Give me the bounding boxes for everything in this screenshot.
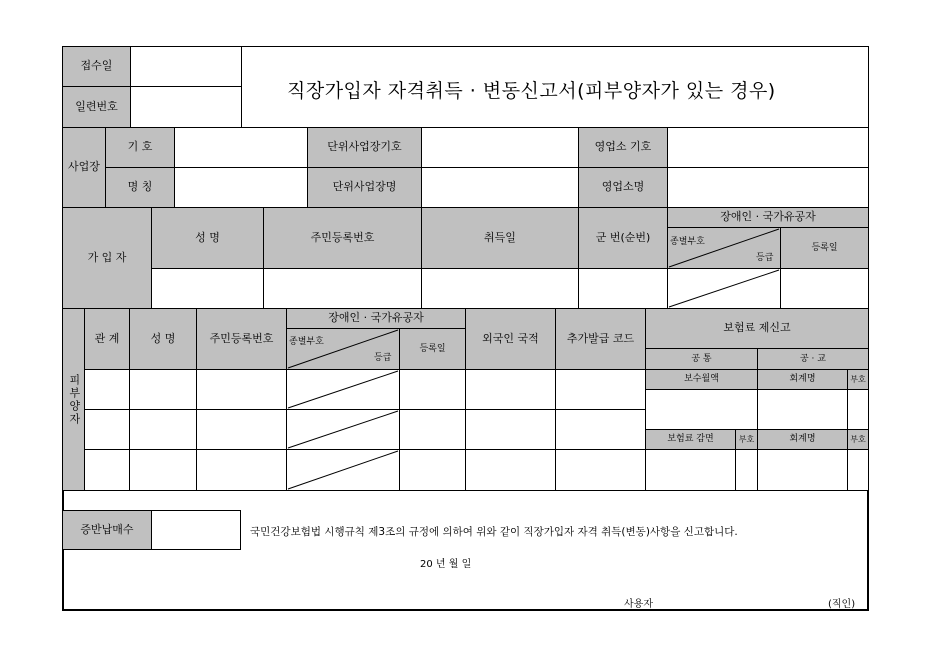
date-line: 20 년 월 일 — [420, 559, 472, 570]
office-name-field[interactable] — [667, 167, 869, 208]
seal-label: (직인) — [828, 599, 856, 610]
salary-label: 보수월액 — [645, 369, 758, 390]
dependent-row-3-relation[interactable] — [84, 449, 130, 491]
dependent-row-2-diagonal — [286, 409, 400, 450]
dependent-row-3-name[interactable] — [129, 449, 197, 491]
relation-label: 관 계 — [84, 308, 130, 370]
subscriber-rrn-label: 주민등록번호 — [263, 207, 422, 269]
workplace-section-label: 사업장 — [62, 127, 106, 208]
subscriber-reg-date-field[interactable] — [780, 268, 869, 309]
dependent-row-2-rrn[interactable] — [196, 409, 287, 450]
dependents-section-text: 피부양자 — [67, 373, 81, 426]
reduction-code-label: 부호 — [735, 429, 758, 450]
dependent-rrn-label: 주민등록번호 — [196, 308, 287, 370]
reduction-code-field[interactable] — [735, 449, 758, 491]
dependent-name-label: 성 명 — [129, 308, 197, 370]
acquisition-date-label: 취득일 — [421, 207, 579, 269]
dependent-row-2-relation[interactable] — [84, 409, 130, 450]
employer-label: 사용자 — [624, 599, 653, 610]
subscriber-reg-date-label: 등록일 — [780, 227, 869, 269]
dependent-row-3-extra-code[interactable] — [555, 449, 646, 491]
dependent-row-3-diagonal — [286, 449, 400, 491]
subscriber-rrn-field[interactable] — [263, 268, 422, 309]
cert-count-label: 증반납매수 — [62, 510, 152, 550]
dependent-disabled-label: 장애인 · 국가유공자 — [286, 308, 466, 329]
workplace-code-label: 기 호 — [105, 127, 175, 168]
dependent-row-2-name[interactable] — [129, 409, 197, 450]
account-name-field[interactable] — [757, 389, 848, 430]
dependent-type-code-label: 종별부호 — [289, 337, 324, 347]
dependent-row-1-extra-code[interactable] — [555, 369, 646, 410]
dependent-row-1-name[interactable] — [129, 369, 197, 410]
dependent-row-3-nationality[interactable] — [465, 449, 556, 491]
nationality-label: 외국인 국적 — [465, 308, 556, 370]
reduction-account-name-label: 회계명 — [757, 429, 848, 450]
premium-reduction-field[interactable] — [645, 449, 736, 491]
subscriber-type-code-label: 종별부호 — [670, 237, 705, 247]
unit-name-field[interactable] — [421, 167, 579, 208]
subscriber-grade-label: 등급 — [756, 253, 774, 263]
dependent-row-1-reg-date[interactable] — [399, 369, 466, 410]
subscriber-disabled-label: 장애인 · 국가유공자 — [667, 207, 869, 228]
subscriber-name-label: 성 명 — [151, 207, 264, 269]
declaration-text: 국민건강보험법 시행규칙 제3조의 규정에 의하여 위와 같이 직장가입자 자격 취득(변동)사항을 신고합니다. — [250, 526, 738, 538]
dependent-row-2-extra-code[interactable] — [555, 409, 646, 450]
cert-count-field[interactable] — [151, 510, 241, 550]
account-name-label: 회계명 — [757, 369, 848, 390]
workplace-name-field[interactable] — [174, 167, 308, 208]
acquisition-date-field[interactable] — [421, 268, 579, 309]
dependent-reg-date-label: 등록일 — [399, 328, 466, 370]
code-short-label: 부호 — [847, 369, 869, 390]
dependent-row-3-reg-date[interactable] — [399, 449, 466, 491]
dependent-row-1-nationality[interactable] — [465, 369, 556, 410]
dependent-row-2-nationality[interactable] — [465, 409, 556, 450]
service-no-label: 군 번(순번) — [578, 207, 668, 269]
extra-code-label: 추가발급 코드 — [555, 308, 646, 370]
subscriber-name-field[interactable] — [151, 268, 264, 309]
office-name-label: 영업소명 — [578, 167, 668, 208]
serial-no-field[interactable] — [130, 86, 242, 128]
premium-report-label: 보험료 제신고 — [645, 308, 869, 349]
office-code-field[interactable] — [667, 127, 869, 168]
subscriber-section-label: 가 입 자 — [62, 207, 152, 309]
unit-code-field[interactable] — [421, 127, 579, 168]
receipt-date-field[interactable] — [130, 46, 242, 87]
unit-code-label: 단위사업장기호 — [307, 127, 422, 168]
reduction-account-code-field[interactable] — [847, 449, 869, 491]
dependent-row-2-reg-date[interactable] — [399, 409, 466, 450]
public-school-label: 공 · 교 — [757, 348, 869, 370]
common-label: 공 통 — [645, 348, 758, 370]
dependent-row-3-rrn[interactable] — [196, 449, 287, 491]
receipt-date-label: 접수일 — [62, 46, 131, 87]
serial-no-label: 일련번호 — [62, 86, 131, 128]
workplace-code-field[interactable] — [174, 127, 308, 168]
subscriber-type-grade-field-diagonal — [667, 268, 781, 309]
unit-name-label: 단위사업장명 — [307, 167, 422, 208]
service-no-field[interactable] — [578, 268, 668, 309]
reduction-account-name-field[interactable] — [757, 449, 848, 491]
dependent-grade-label: 등급 — [374, 353, 392, 363]
dependents-section-label — [62, 308, 85, 491]
premium-reduction-label: 보험료 감면 — [645, 429, 736, 450]
form-title: 직장가입자 자격취득 · 변동신고서(피부양자가 있는 경우) — [287, 80, 776, 102]
reduction-account-code-label: 부호 — [847, 429, 869, 450]
dependent-row-1-relation[interactable] — [84, 369, 130, 410]
code-short-field[interactable] — [847, 389, 869, 430]
salary-field[interactable] — [645, 389, 758, 430]
dependent-row-1-diagonal — [286, 369, 400, 410]
workplace-name-label: 명 칭 — [105, 167, 175, 208]
dependent-row-1-rrn[interactable] — [196, 369, 287, 410]
office-code-label: 영업소 기호 — [578, 127, 668, 168]
